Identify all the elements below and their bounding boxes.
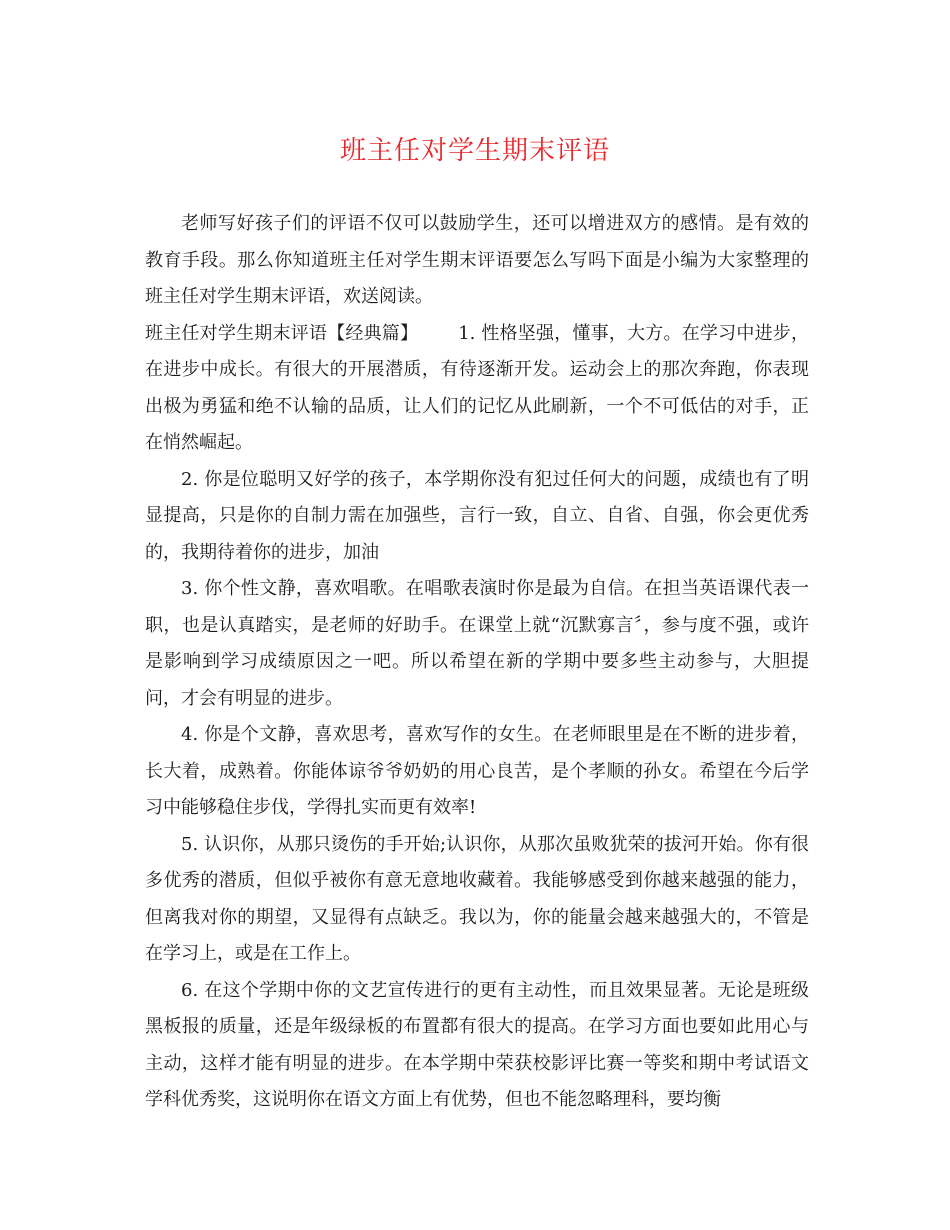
section-heading: 班主任对学生期末评语【经典篇】 xyxy=(145,322,419,344)
comment-text-1: 1. 性格坚强，懂事，大方。在学习中进步，在进步中成长。有很大的开展潜质，有待逐渐开发。运动会上的那次奔跑，你表现出极为勇猛和绝不认输的品质，让人们的记忆从此刷新，一个不可低估的对手，正在悄然崛起。 xyxy=(145,322,809,453)
comment-2-paragraph: 2. 你是位聪明又好学的孩子，本学期你没有犯过任何大的问题，成绩也有了明显提高，只是你的自制力需在加强些，言行一致，自立、自省、自强，你会更优秀的，我期待着你的进步，加油 xyxy=(145,468,809,563)
comment-3-paragraph: 3. 你个性文静，喜欢唱歌。在唱歌表演时你是最为自信。在担当英语课代表一职，也是认真踏实，是老师的好助手。在课堂上就“沉默寡言〞，参与度不强，或许是影响到学习成绩原因之一吧。所以希望在新的学期中要多些主动参与，大胆提问，才会有明显的进步。 xyxy=(145,578,809,709)
comment-1-paragraph xyxy=(145,316,809,462)
comment-6-paragraph: 6. 在这个学期中你的文艺宣传进行的更有主动性，而且效果显著。无论是班级黑板报的质量，还是年级绿板的布置都有很大的提高。在学习方面也要如此用心与主动，这样才能有明显的进步。在本学期中荣获校影评比赛一等奖和期中考试语文学科优秀奖，这说明你在语文方面上有优势，但也不能忽略理科，要均衡 xyxy=(145,979,809,1110)
comment-4-paragraph: 4. 你是个文静，喜欢思考，喜欢写作的女生。在老师眼里是在不断的进步着，长大着，成熟着。你能体谅爷爷奶奶的用心良苦，是个孝顺的孙女。希望在今后学习中能够稳住步伐，学得扎实而更有效率! xyxy=(145,724,809,818)
page-title: 班主任对学生期末评语 xyxy=(339,136,610,166)
comment-5-paragraph: 5. 认识你，从那只烫伤的手开始;认识你，从那次虽败犹荣的拔河开始。你有很多优秀的潜质，但似乎被你有意无意地收藏着。我能够感受到你越来越强的能力，但离我对你的期望，又显得有点缺乏。我以为，你的能量会越来越强大的，不管是在学习上，或是在工作上。 xyxy=(145,833,809,964)
document-body xyxy=(145,206,809,1119)
intro-paragraph: 老师写好孩子们的评语不仅可以鼓励学生，还可以增进双方的感情。是有效的教育手段。那么你知道班主任对学生期末评语要怎么写吗下面是小编为大家整理的班主任对学生期末评语，欢送阅读。 xyxy=(145,213,809,307)
